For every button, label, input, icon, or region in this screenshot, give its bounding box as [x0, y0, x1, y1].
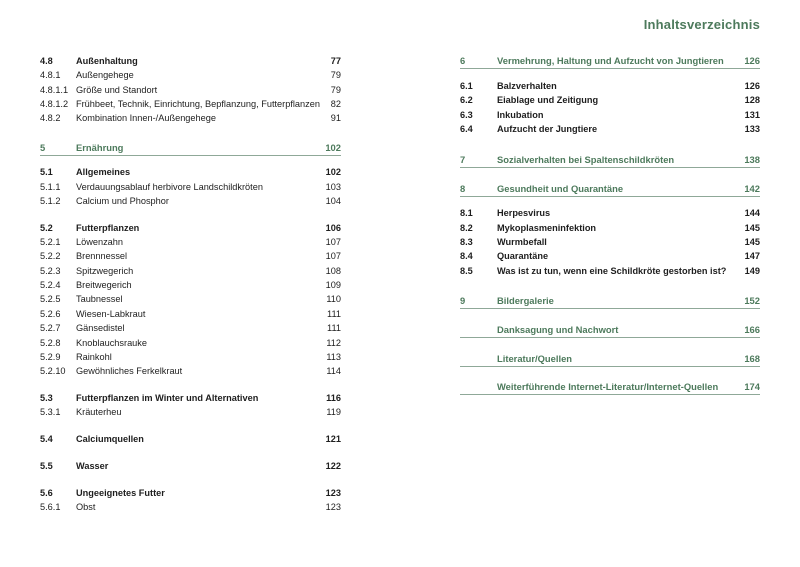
toc-entry-page: 119 — [326, 407, 341, 417]
toc-entry-number: 5 — [40, 142, 46, 153]
toc-entry — [460, 236, 760, 249]
toc-entry — [460, 222, 760, 235]
toc-entry — [40, 322, 341, 335]
toc-entry-title: Gänsedistel — [76, 323, 125, 333]
toc-entry-number: 5.1 — [40, 167, 53, 177]
toc-entry — [40, 351, 341, 364]
toc-entry — [460, 153, 760, 166]
toc-entry-title: Weiterführende Internet-Literatur/Internet-Quellen — [497, 381, 719, 392]
toc-entry-page: 142 — [744, 183, 760, 194]
toc-entry — [460, 94, 760, 107]
toc-entry-number: 7 — [460, 154, 466, 165]
toc-entry-title: Vermehrung, Haltung und Aufzucht von Jungtieren — [497, 55, 724, 66]
toc-entry — [40, 433, 341, 446]
chapter-divider — [460, 337, 760, 338]
toc-entry-title: Inkubation — [497, 110, 544, 120]
toc-entry-number: 6.4 — [460, 124, 473, 134]
toc-entry-page: 144 — [744, 208, 760, 218]
toc-entry-number: 5.2.8 — [40, 338, 61, 348]
toc-entry-page: 152 — [744, 295, 760, 306]
toc-entry-title: Calcium und Phosphor — [76, 196, 169, 206]
toc-entry-number: 5.2.2 — [40, 251, 61, 261]
toc-entry-page: 168 — [744, 353, 760, 364]
toc-entry-number: 5.2 — [40, 223, 53, 233]
toc-entry-page: 138 — [744, 154, 760, 165]
toc-entry-number: 5.2.6 — [40, 309, 61, 319]
chapter-divider — [460, 167, 760, 168]
toc-entry-page: 123 — [325, 488, 341, 498]
toc-entry-page: 123 — [325, 502, 341, 512]
toc-entry-page: 126 — [744, 55, 760, 66]
toc-entry-page: 122 — [325, 461, 341, 471]
toc-entry-page: 113 — [326, 352, 341, 362]
page-title: Inhaltsverzeichnis — [643, 17, 760, 32]
toc-entry-title: Breitwegerich — [76, 280, 132, 290]
toc-entry — [40, 406, 341, 419]
toc-entry-number: 5.2.5 — [40, 294, 61, 304]
toc-entry-page: 77 — [330, 56, 341, 66]
toc-entry-title: Außenhaltung — [76, 56, 138, 66]
toc-entry-number: 5.1.1 — [40, 182, 61, 192]
toc-entry-title: Sozialverhalten bei Spaltenschildkröten — [497, 154, 675, 165]
toc-entry-title: Größe und Standort — [76, 85, 158, 95]
toc-entry-page: 149 — [744, 266, 760, 276]
toc-entry-page: 133 — [744, 124, 760, 134]
toc-entry-number: 8.4 — [460, 251, 473, 261]
toc-entry-page: 112 — [326, 338, 341, 348]
toc-entry — [40, 112, 341, 125]
toc-entry — [40, 337, 341, 350]
toc-entry-page: 107 — [325, 251, 341, 261]
toc-entry-title: Knoblauchsrauke — [76, 338, 147, 348]
toc-entry — [40, 365, 341, 378]
toc-entry — [40, 98, 341, 111]
toc-entry-title: Frühbeet, Technik, Einrichtung, Bepflanzung, Futterpflanzen — [76, 99, 320, 109]
toc-entry — [40, 460, 341, 473]
toc-entry-number: 5.2.3 — [40, 266, 61, 276]
toc-entry-title: Balzverhalten — [497, 81, 557, 91]
toc-entry-title: Verdauungsablauf herbivore Landschildkröten — [76, 182, 263, 192]
toc-entry-page: 116 — [326, 393, 341, 403]
toc-entry-page: 147 — [744, 251, 760, 261]
toc-entry — [40, 308, 341, 321]
toc-entry-page: 91 — [330, 113, 341, 123]
toc-entry-number: 6.1 — [460, 81, 473, 91]
toc-entry-page: 111 — [327, 309, 341, 319]
chapter-divider — [460, 366, 760, 367]
toc-entry-number: 5.2.4 — [40, 280, 61, 290]
toc-entry-title: Aufzucht der Jungtiere — [497, 124, 598, 134]
toc-entry-number: 5.6.1 — [40, 502, 61, 512]
toc-entry — [40, 392, 341, 405]
toc-entry-number: 4.8.1 — [40, 70, 61, 80]
toc-entry-title: Gesundheit und Quarantäne — [497, 183, 624, 194]
toc-entry-number: 4.8 — [40, 56, 53, 66]
toc-entry-page: 110 — [326, 294, 341, 304]
toc-entry-title: Eiablage und Zeitigung — [497, 95, 599, 105]
chapter-divider — [460, 196, 760, 197]
toc-entry-page: 111 — [327, 323, 341, 333]
toc-entry-page: 131 — [744, 110, 760, 120]
toc-entry — [460, 380, 760, 393]
toc-entry-title: Spitzwegerich — [76, 266, 134, 276]
toc-entry-title: Brennnessel — [76, 251, 128, 261]
toc-entry-page: 145 — [744, 237, 760, 247]
toc-entry — [460, 294, 760, 307]
toc-entry-page: 82 — [330, 99, 341, 109]
toc-entry-page: 166 — [744, 324, 760, 335]
toc-entry-title: Allgemeines — [76, 167, 131, 177]
toc-entry — [40, 250, 341, 263]
toc-entry — [40, 195, 341, 208]
toc-entry-page: 109 — [325, 280, 341, 290]
chapter-divider — [460, 68, 760, 69]
toc-entry-page: 174 — [744, 381, 760, 392]
toc-entry-number: 5.2.1 — [40, 237, 61, 247]
toc-entry — [40, 265, 341, 278]
toc-entry-number: 5.3.1 — [40, 407, 61, 417]
toc-entry-page: 102 — [325, 167, 341, 177]
toc-entry-title: Futterpflanzen — [76, 223, 140, 233]
toc-entry-page: 107 — [325, 237, 341, 247]
toc-entry-number: 6 — [460, 55, 466, 66]
toc-entry-page: 128 — [744, 95, 760, 105]
toc-entry — [460, 54, 760, 67]
toc-entry — [460, 80, 760, 93]
toc-entry-title: Danksagung und Nachwort — [497, 324, 619, 335]
toc-entry-number: 6.3 — [460, 110, 473, 120]
toc-entry — [460, 352, 760, 365]
chapter-divider — [40, 155, 341, 156]
toc-entry-page: 114 — [326, 366, 341, 376]
chapter-divider — [460, 308, 760, 309]
toc-entry-title: Ernährung — [76, 142, 124, 153]
toc-entry-title: Calciumquellen — [76, 434, 144, 444]
toc-entry — [40, 69, 341, 82]
toc-entry-number: 5.2.10 — [40, 366, 66, 376]
toc-entry — [460, 182, 760, 195]
toc-entry-page: 126 — [744, 81, 760, 91]
toc-entry-title: Mykoplasmeninfektion — [497, 223, 597, 233]
toc-entry — [40, 181, 341, 194]
toc-entry-number: 5.3 — [40, 393, 53, 403]
toc-entry-page: 104 — [325, 196, 341, 206]
toc-entry-number: 6.2 — [460, 95, 473, 105]
toc-entry-title: Herpesvirus — [497, 208, 551, 218]
toc-entry — [40, 501, 341, 514]
toc-entry-title: Wasser — [76, 461, 109, 471]
toc-entry — [40, 84, 341, 97]
toc-entry-number: 8.2 — [460, 223, 473, 233]
toc-entry-page: 79 — [330, 70, 341, 80]
toc-entry-number: 8 — [460, 183, 466, 194]
toc-entry-number: 4.8.1.2 — [40, 99, 69, 109]
toc-entry-title: Taubnessel — [76, 294, 123, 304]
toc-entry-title: Kräuterheu — [76, 407, 122, 417]
toc-entry-title: Gewöhnliches Ferkelkraut — [76, 366, 183, 376]
toc-entry-title: Außengehege — [76, 70, 134, 80]
toc-entry — [40, 487, 341, 500]
toc-entry — [460, 109, 760, 122]
toc-entry-number: 4.8.1.1 — [40, 85, 69, 95]
toc-entry-number: 5.4 — [40, 434, 53, 444]
toc-entry — [40, 55, 341, 68]
chapter-divider — [460, 394, 760, 395]
toc-entry — [40, 279, 341, 292]
toc-entry — [40, 141, 341, 154]
toc-entry-title: Bildergalerie — [497, 295, 554, 306]
toc-entry-title: Löwenzahn — [76, 237, 123, 247]
toc-entry-number: 8.3 — [460, 237, 473, 247]
toc-entry-page: 108 — [325, 266, 341, 276]
toc-entry-number: 5.1.2 — [40, 196, 61, 206]
toc-entry — [40, 293, 341, 306]
toc-entry — [40, 222, 341, 235]
toc-entry-page: 145 — [744, 223, 760, 233]
toc-entry-number: 8.1 — [460, 208, 473, 218]
toc-entry — [460, 123, 760, 136]
toc-entry-number: 5.2.9 — [40, 352, 61, 362]
toc-entry-number: 5.2.7 — [40, 323, 61, 333]
toc-entry-title: Wiesen-Labkraut — [76, 309, 146, 319]
toc-entry-title: Quarantäne — [497, 251, 549, 261]
toc-entry-title: Ungeeignetes Futter — [76, 488, 165, 498]
toc-entry-title: Futterpflanzen im Winter und Alternativen — [76, 393, 259, 403]
toc-entry-page: 103 — [325, 182, 341, 192]
toc-entry — [460, 265, 760, 278]
toc-entry-title: Wurmbefall — [497, 237, 547, 247]
toc-entry — [460, 250, 760, 263]
toc-entry-number: 8.5 — [460, 266, 473, 276]
toc-entry-title: Was ist zu tun, wenn eine Schildkröte gestorben ist? — [497, 266, 727, 276]
toc-entry — [460, 323, 760, 336]
toc-entry — [40, 166, 341, 179]
toc-entry-number: 5.6 — [40, 488, 53, 498]
toc-entry-page: 79 — [330, 85, 341, 95]
toc-entry-number: 4.8.2 — [40, 113, 61, 123]
toc-entry-page: 121 — [325, 434, 341, 444]
toc-entry-title: Rainkohl — [76, 352, 112, 362]
toc-entry-number: 5.5 — [40, 461, 53, 471]
toc-entry-page: 102 — [325, 142, 341, 153]
toc-entry-title: Kombination Innen-/Außengehege — [76, 113, 216, 123]
toc-entry-number: 9 — [460, 295, 466, 306]
toc-entry-page: 106 — [325, 223, 341, 233]
toc-entry — [40, 236, 341, 249]
toc-entry — [460, 207, 760, 220]
toc-entry-title: Literatur/Quellen — [497, 353, 573, 364]
toc-entry-title: Obst — [76, 502, 96, 512]
